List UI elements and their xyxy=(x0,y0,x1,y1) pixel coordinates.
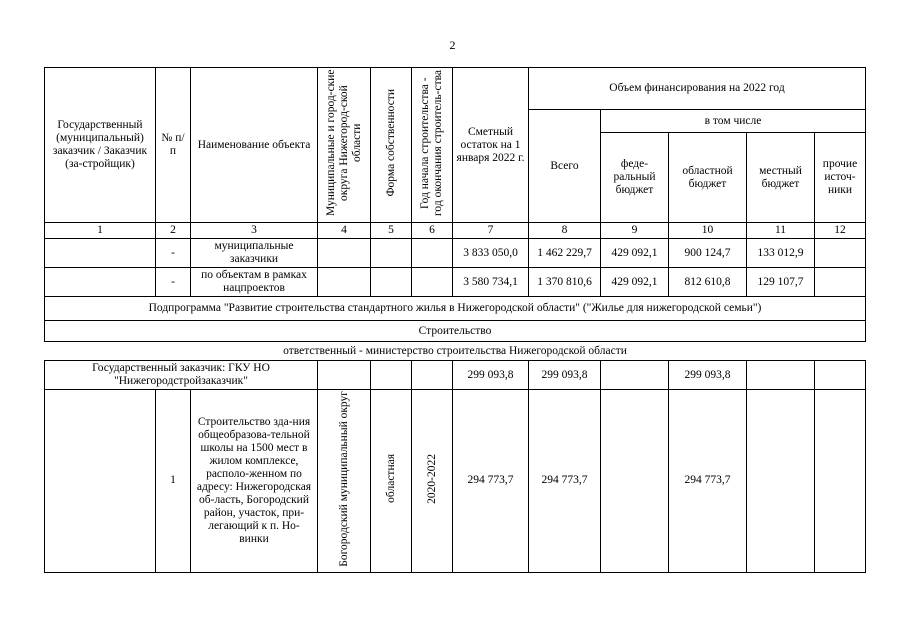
header-total: Всего xyxy=(529,110,601,223)
col-number: 6 xyxy=(412,223,453,239)
page-number: 2 xyxy=(449,38,456,52)
col-number: 10 xyxy=(669,223,747,239)
header-customer: Государственный (муниципальный) заказчик / Заказчик (за-стройщик) xyxy=(45,68,156,223)
header-federal: феде-ральный бюджет xyxy=(601,133,669,223)
responsible-line: ответственный - министерство строительства Нижегородской области xyxy=(45,342,866,361)
header-including: в том числе xyxy=(601,110,866,133)
row-federal: 429 092,1 xyxy=(601,239,669,268)
col-number: 11 xyxy=(747,223,815,239)
object-name: Строительство зда-ния общеобразова-тельной школы на 1500 мест в жилом комплексе, располо-женном по адресу: Нижегородская об-ласть, Богородский район, участок, при-легающий к п. Но-винки xyxy=(191,390,318,573)
object-ownership: областная xyxy=(384,454,397,504)
col-number: 4 xyxy=(318,223,371,239)
header-years: Год начала строительства - год окончания строитель-ства xyxy=(419,70,444,216)
header-other: прочие источ-ники xyxy=(815,133,866,223)
col-number: 7 xyxy=(453,223,529,239)
header-ownership: Форма собственности xyxy=(384,89,397,197)
row-total: 1 462 229,7 xyxy=(529,239,601,268)
row-federal: 429 092,1 xyxy=(601,268,669,297)
row-regional: 812 610,8 xyxy=(669,268,747,297)
row-estimate: 3 833 050,0 xyxy=(453,239,529,268)
subprogram-title: Подпрограмма "Развитие строительства стандартного жилья в Нижегородской области" ("Жилье для нижегородской семьи") xyxy=(45,297,866,321)
object-ownership-cell xyxy=(371,390,412,573)
object-years-cell xyxy=(412,390,453,573)
header-financing: Объем финансирования на 2022 год xyxy=(529,68,866,110)
row-regional: 900 124,7 xyxy=(669,239,747,268)
col-number: 5 xyxy=(371,223,412,239)
row-total: 1 370 810,6 xyxy=(529,268,601,297)
object-total: 294 773,7 xyxy=(529,390,601,573)
row-estimate: 3 580 734,1 xyxy=(453,268,529,297)
header-object-name: Наименование объекта xyxy=(191,68,318,223)
object-municipality-cell xyxy=(318,390,371,573)
state-customer-row xyxy=(45,361,866,390)
section-title: Строительство xyxy=(45,321,866,342)
header-num: № п/п xyxy=(156,68,191,223)
header-regional: областной бюджет xyxy=(669,133,747,223)
col-number: 3 xyxy=(191,223,318,239)
col-number: 2 xyxy=(156,223,191,239)
object-regional: 294 773,7 xyxy=(669,390,747,573)
header-estimated: Сметный остаток на 1 января 2022 г. xyxy=(453,68,529,223)
header-ownership-cell xyxy=(371,68,412,223)
object-municipality: Богородский муниципальный округ xyxy=(337,391,350,567)
row-name: муниципальные заказчики xyxy=(191,239,318,268)
header-municipality: Муниципальные и город-ские округа Нижегород-ской области xyxy=(324,69,363,217)
row-dash: - xyxy=(156,268,191,297)
column-number-row xyxy=(45,223,866,239)
financing-table xyxy=(44,67,866,573)
table-row xyxy=(45,268,866,297)
col-number: 9 xyxy=(601,223,669,239)
col-number: 1 xyxy=(45,223,156,239)
row-local: 129 107,7 xyxy=(747,268,815,297)
object-estimate: 294 773,7 xyxy=(453,390,529,573)
object-years: 2020-2022 xyxy=(425,453,438,504)
header-municipality-cell xyxy=(318,68,371,223)
state-customer-regional: 299 093,8 xyxy=(669,361,747,390)
state-customer-total: 299 093,8 xyxy=(529,361,601,390)
row-name: по объектам в рамках нацпроектов xyxy=(191,268,318,297)
object-num: 1 xyxy=(156,390,191,573)
row-dash: - xyxy=(156,239,191,268)
header-local: местный бюджет xyxy=(747,133,815,223)
table-row xyxy=(45,239,866,268)
col-number: 12 xyxy=(815,223,866,239)
object-row xyxy=(45,390,866,573)
col-number: 8 xyxy=(529,223,601,239)
row-local: 133 012,9 xyxy=(747,239,815,268)
state-customer-label: Государственный заказчик: ГКУ НО "Нижегородстройзаказчик" xyxy=(45,361,318,390)
state-customer-estimate: 299 093,8 xyxy=(453,361,529,390)
header-years-cell xyxy=(412,68,453,223)
